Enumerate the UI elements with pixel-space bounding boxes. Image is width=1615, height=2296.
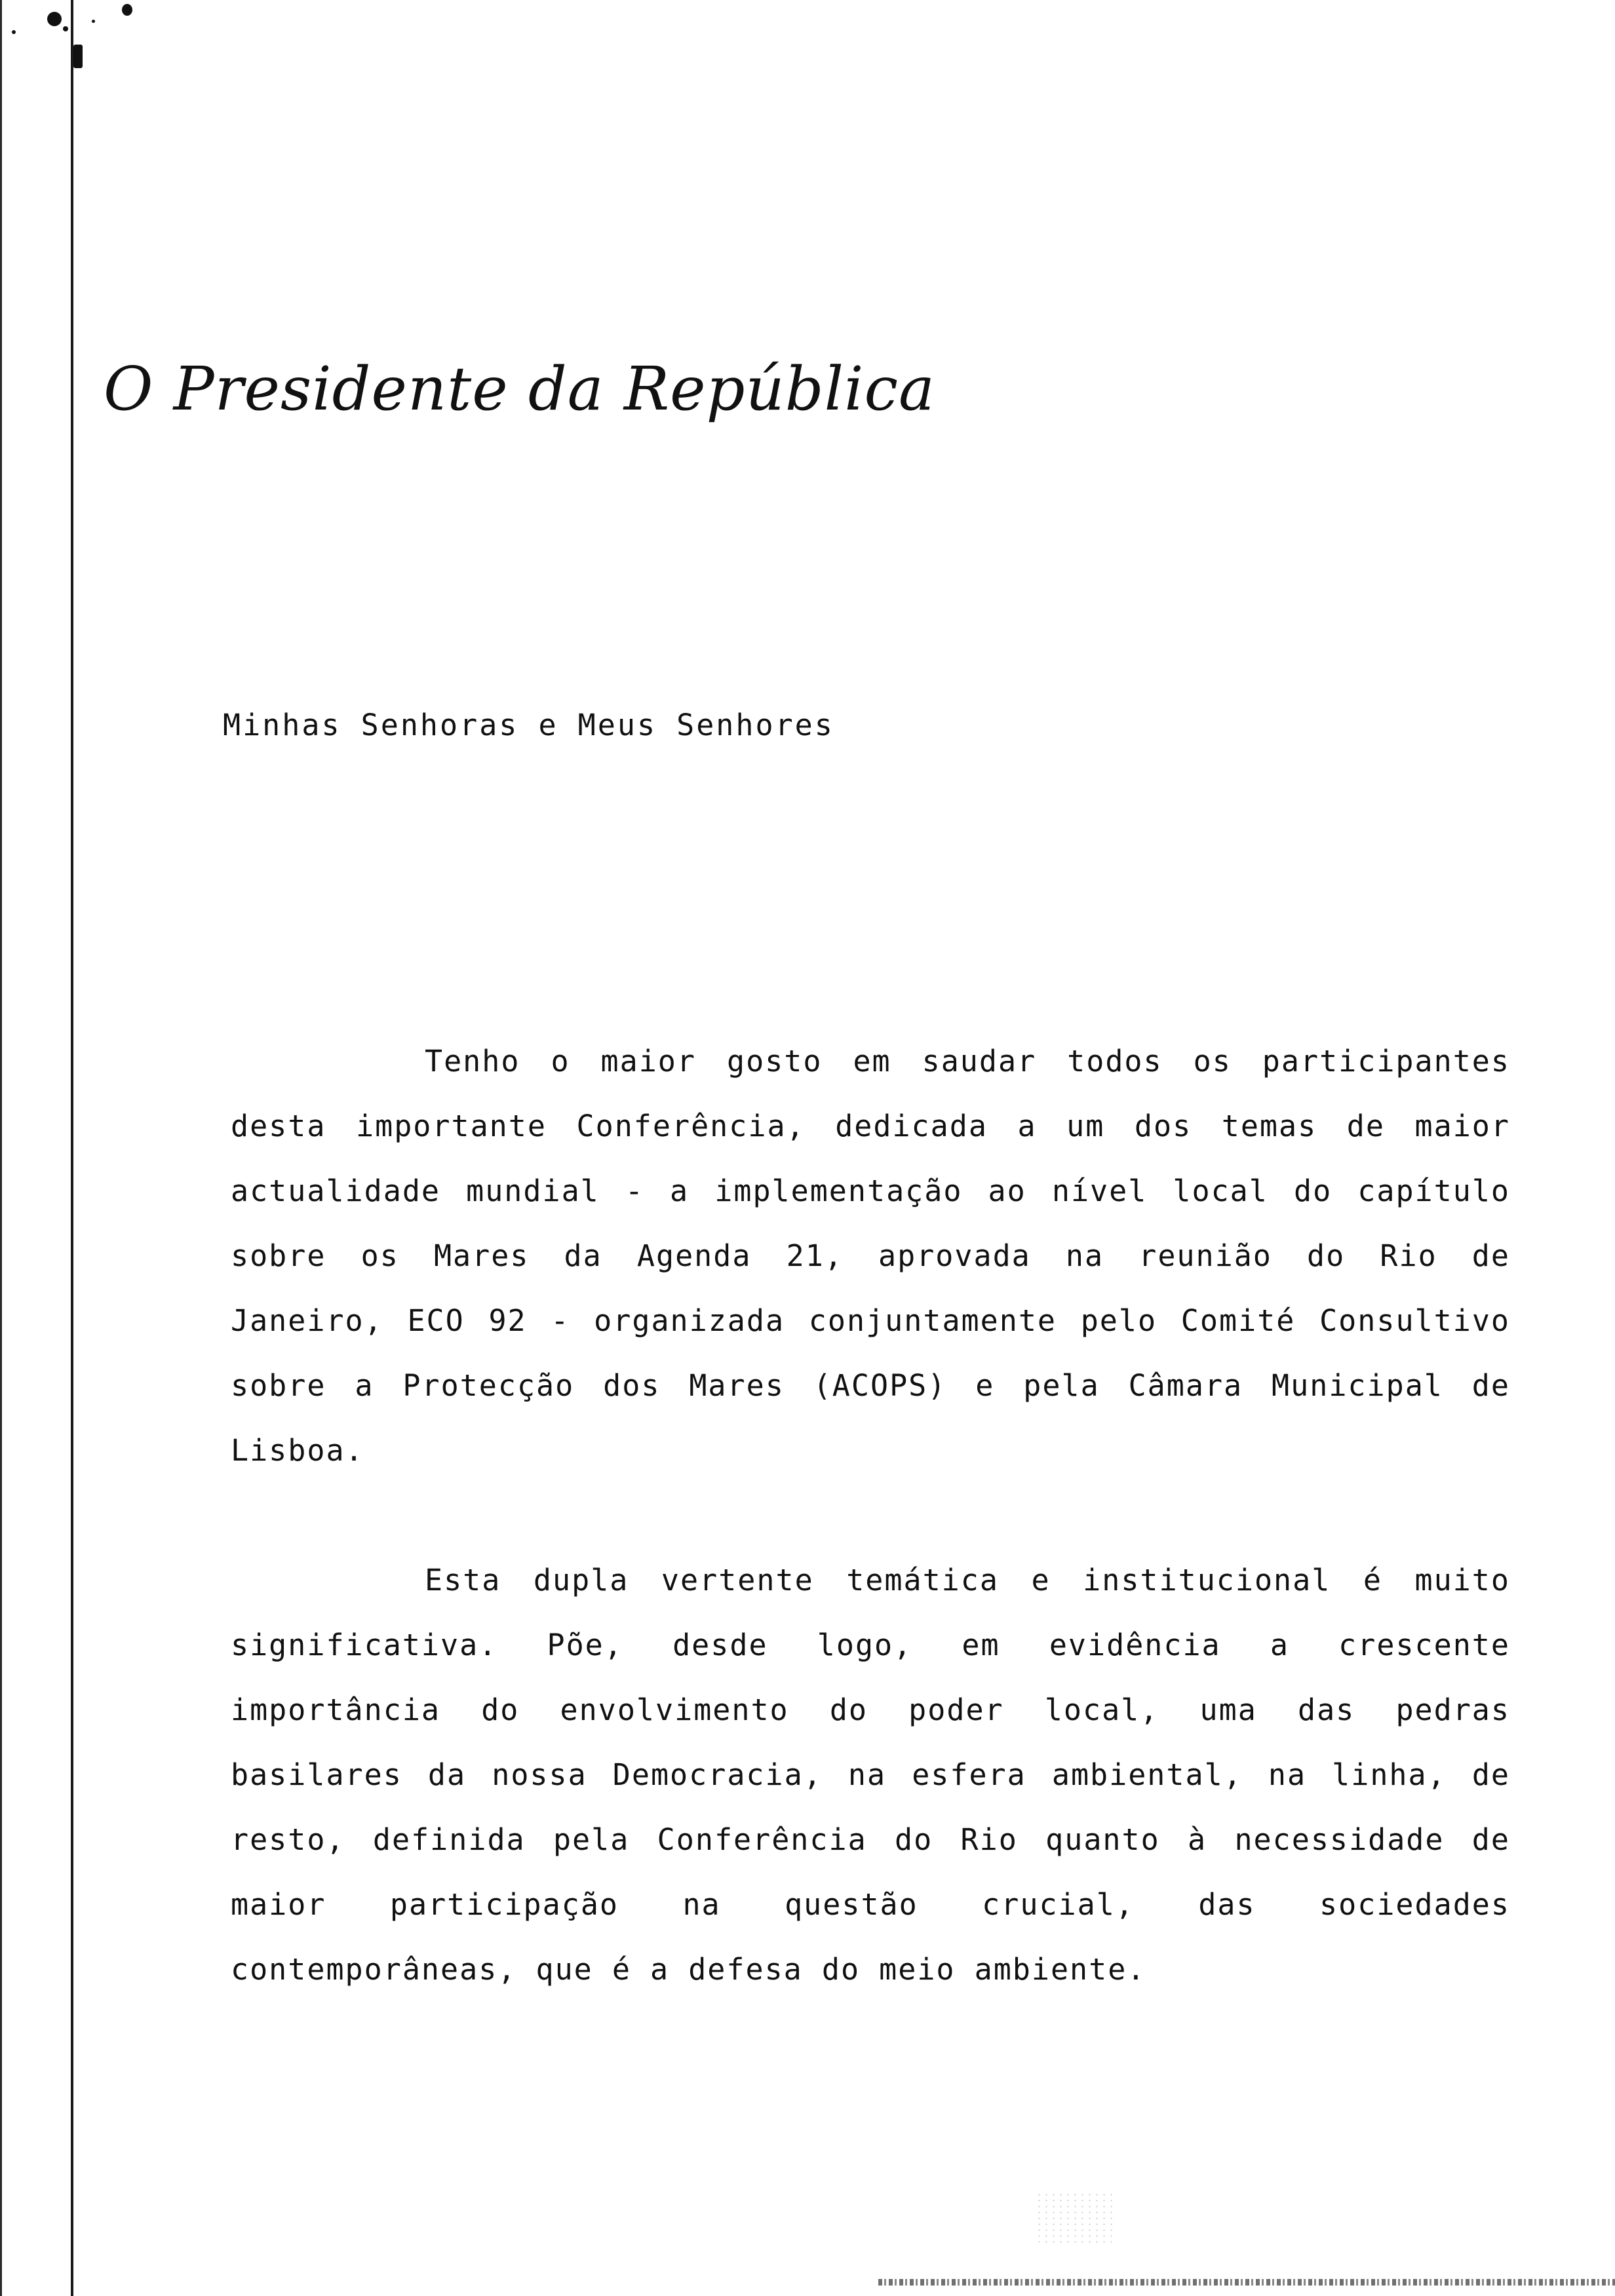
binding-margin-line (71, 0, 73, 2296)
scan-speck (63, 26, 68, 31)
letterhead-title: O Presidente da República (104, 354, 935, 424)
paragraph-line: actualidade mundial - a implementação ao nível local do capítulo (231, 1174, 1510, 1208)
paragraph-line: sobre a Protecção dos Mares (ACOPS) e pela Câmara Municipal de (231, 1368, 1510, 1403)
paragraph-line: significativa. Põe, desde logo, em evidência a crescente (231, 1628, 1510, 1662)
paragraph-line: Esta dupla vertente temática e institucional é muito (425, 1563, 1510, 1598)
paragraph-1 (231, 1029, 1510, 1483)
salutation: Minhas Senhoras e Meus Senhores (223, 708, 834, 742)
scan-noise-band (878, 2279, 1615, 2286)
paragraph-line: basilares da nossa Democracia, na esfera ambiental, na linha, de (231, 1757, 1510, 1792)
paragraph-line: Lisboa. (231, 1433, 364, 1468)
scan-speck (92, 20, 95, 23)
scan-noise (1036, 2192, 1114, 2244)
paragraph-line: Janeiro, ECO 92 - organizada conjuntamente pelo Comité Consultivo (231, 1303, 1510, 1338)
paragraph-2 (231, 1548, 1510, 2002)
scan-speck (73, 45, 83, 68)
scan-speck (122, 4, 132, 16)
paragraph-line: contemporâneas, que é a defesa do meio ambiente. (231, 1952, 1146, 1987)
paragraph-line: sobre os Mares da Agenda 21, aprovada na reunião do Rio de (231, 1238, 1510, 1273)
scan-edge-line (0, 0, 2, 2296)
paragraph-line: maior participação na questão crucial, das sociedades (231, 1887, 1510, 1922)
paragraph-line: importância do envolvimento do poder local, uma das pedras (231, 1693, 1510, 1727)
scan-speck (12, 30, 16, 34)
paragraph-line: Tenho o maior gosto em saudar todos os participantes (425, 1044, 1510, 1079)
paragraph-line: desta importante Conferência, dedicada a um dos temas de maior (231, 1109, 1510, 1143)
paragraph-line: resto, definida pela Conferência do Rio quanto à necessidade de (231, 1822, 1510, 1857)
scan-speck (47, 12, 62, 26)
